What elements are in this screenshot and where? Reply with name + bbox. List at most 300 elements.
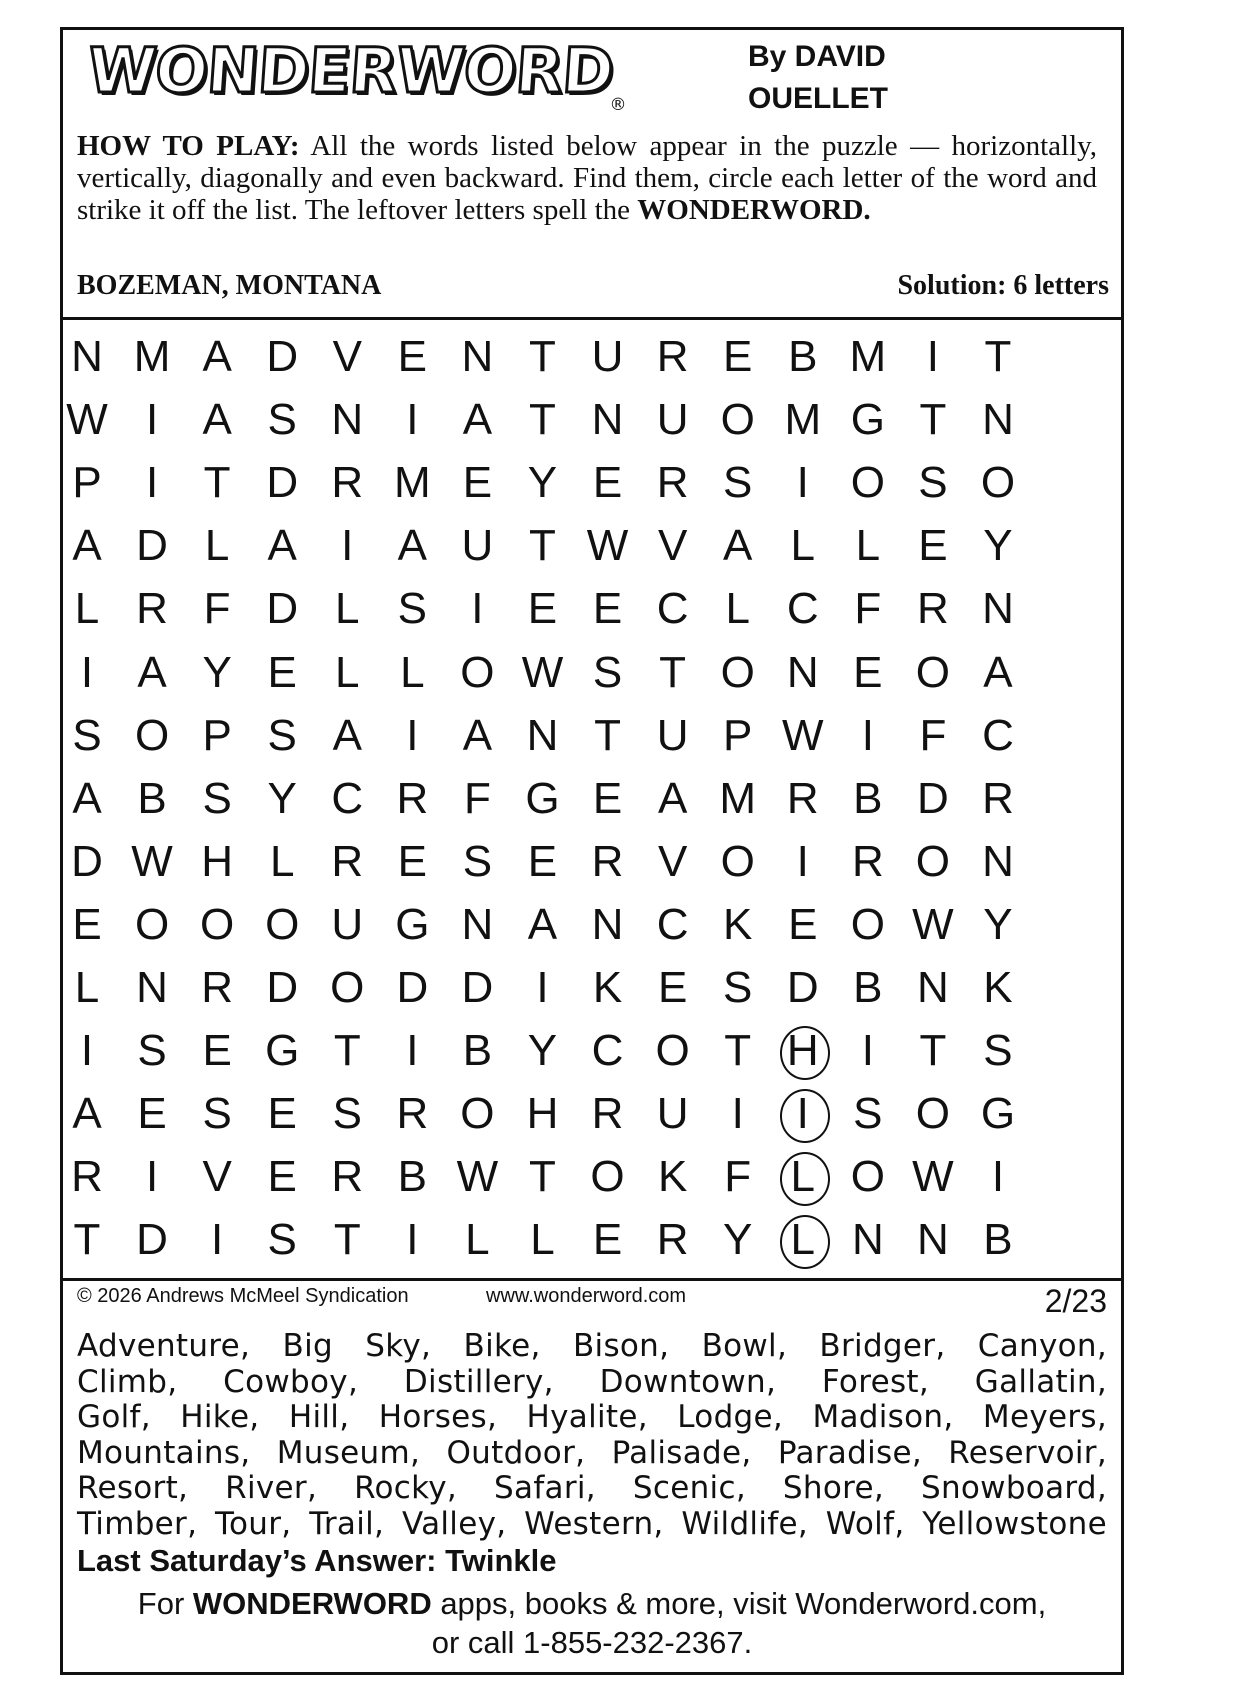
grid-letter[interactable] <box>968 1210 1028 1270</box>
grid-letter[interactable] <box>447 958 507 1018</box>
grid-letter-text: R <box>656 458 689 508</box>
grid-letter[interactable] <box>382 327 442 387</box>
grid-letter[interactable] <box>968 832 1028 892</box>
grid-letter[interactable] <box>643 832 703 892</box>
grid-letter[interactable] <box>382 390 442 450</box>
grid-letter[interactable] <box>968 516 1028 576</box>
grid-letter-text: E <box>137 1089 167 1139</box>
grid-letter[interactable] <box>122 327 182 387</box>
grid-letter[interactable] <box>57 1210 117 1270</box>
grid-letter[interactable] <box>382 895 442 955</box>
grid-letter[interactable] <box>317 769 377 829</box>
grid-letter[interactable] <box>447 1147 507 1207</box>
grid-letter-text: S <box>202 773 232 823</box>
how-to-play-text: All the words listed below appear in the puzzle — horizontally, vertically, diagonally and even backward. Find them, circle each letter of the word and strike it off the list. The leftover letters spell the <box>77 130 1097 226</box>
grid-letter-text: O <box>915 836 951 886</box>
grid-letter[interactable] <box>643 895 703 955</box>
grid-letter[interactable] <box>57 1084 117 1144</box>
grid-letter[interactable] <box>512 643 572 703</box>
grid-letter-text: W <box>521 647 564 697</box>
grid-letter[interactable] <box>57 390 117 450</box>
grid-letter[interactable] <box>382 643 442 703</box>
grid-letter[interactable] <box>773 1084 833 1144</box>
grid-letter-text: O <box>655 1026 690 1076</box>
grid-letter[interactable] <box>187 516 247 576</box>
grid-letter[interactable] <box>578 958 638 1018</box>
grid-letter-text: C <box>591 1026 624 1076</box>
grid-letter[interactable] <box>708 769 768 829</box>
grid-letter-text: S <box>267 710 297 760</box>
promo-prefix: For <box>137 1586 193 1621</box>
grid-letter[interactable] <box>512 1021 572 1081</box>
grid-letter[interactable] <box>838 958 898 1018</box>
grid-letter[interactable] <box>382 516 442 576</box>
grid-letter[interactable] <box>773 643 833 703</box>
grid-letter[interactable] <box>643 390 703 450</box>
grid-letter-text: N <box>917 1215 949 1265</box>
grid-letter-text: O <box>134 710 170 760</box>
grid-letter[interactable] <box>643 958 703 1018</box>
grid-letter[interactable] <box>447 1084 507 1144</box>
grid-letter[interactable] <box>122 1084 182 1144</box>
grid-letter[interactable] <box>512 895 572 955</box>
grid-letter[interactable] <box>252 958 312 1018</box>
grid-letter[interactable] <box>187 579 247 639</box>
grid-letter[interactable] <box>903 579 963 639</box>
grid-letter[interactable] <box>252 832 312 892</box>
grid-letter-text: A <box>267 521 297 571</box>
grid-letter-text: K <box>592 963 623 1012</box>
grid-letter-text: U <box>656 1089 689 1139</box>
grid-letter[interactable] <box>968 958 1028 1018</box>
grid-letter[interactable] <box>773 453 833 513</box>
grid-letter[interactable] <box>838 390 898 450</box>
byline-line-1: By DAVID <box>748 40 886 73</box>
grid-letter[interactable] <box>838 1147 898 1207</box>
grid-letter[interactable] <box>447 453 507 513</box>
grid-letter-text: E <box>462 458 493 508</box>
grid-letter-text: O <box>460 1089 495 1139</box>
grid-letter[interactable] <box>708 516 768 576</box>
grid-letter[interactable] <box>447 1021 507 1081</box>
grid-letter[interactable] <box>578 1147 638 1207</box>
grid-letter[interactable] <box>643 1147 703 1207</box>
grid-letter[interactable] <box>968 390 1028 450</box>
grid-letter[interactable] <box>187 706 247 766</box>
grid-letter[interactable] <box>903 643 963 703</box>
grid-letter-text: T <box>529 395 556 445</box>
grid-letter-text: T <box>529 332 556 381</box>
grid-letter-text: F <box>203 584 231 634</box>
grid-letter[interactable] <box>252 1210 312 1270</box>
grid-letter[interactable] <box>317 579 377 639</box>
grid-letter-text: D <box>266 584 299 634</box>
grid-letter[interactable] <box>447 643 507 703</box>
grid-letter[interactable] <box>317 706 377 766</box>
grid-letter-text: O <box>980 458 1016 508</box>
grid-letter[interactable] <box>252 643 312 703</box>
grid-letter[interactable] <box>57 579 117 639</box>
grid-letter[interactable] <box>643 516 703 576</box>
grid-letter[interactable] <box>512 958 572 1018</box>
grid-letter[interactable] <box>187 1147 247 1207</box>
promo-line-1 <box>60 1586 1124 1622</box>
grid-letter[interactable] <box>773 895 833 955</box>
grid-letter[interactable] <box>317 1210 377 1270</box>
grid-letter[interactable] <box>122 516 182 576</box>
grid-letter[interactable] <box>512 706 572 766</box>
grid-letter[interactable] <box>578 832 638 892</box>
grid-letter[interactable] <box>447 895 507 955</box>
grid-letter[interactable] <box>643 579 703 639</box>
grid-letter[interactable] <box>773 579 833 639</box>
grid-letter[interactable] <box>968 895 1028 955</box>
registered-mark: ® <box>609 95 627 115</box>
grid-letter[interactable] <box>252 516 312 576</box>
grid-letter-text: B <box>462 1026 493 1076</box>
grid-letter[interactable] <box>252 390 312 450</box>
grid-letter[interactable] <box>57 453 117 513</box>
grid-letter[interactable] <box>252 579 312 639</box>
grid-letter[interactable] <box>512 390 572 450</box>
grid-letter[interactable] <box>903 327 963 387</box>
grid-letter[interactable] <box>187 327 247 387</box>
grid-letter-text: R <box>656 332 689 381</box>
grid-letter[interactable] <box>773 327 833 387</box>
grid-letter[interactable] <box>317 390 377 450</box>
grid-letter-text: D <box>461 963 494 1012</box>
grid-letter[interactable] <box>643 643 703 703</box>
grid-letter[interactable] <box>382 1147 442 1207</box>
grid-letter-text: L <box>335 647 360 697</box>
grid-letter[interactable] <box>643 769 703 829</box>
grid-letter[interactable] <box>708 706 768 766</box>
grid-letter[interactable] <box>578 1210 638 1270</box>
grid-letter[interactable] <box>57 1147 117 1207</box>
grid-letter[interactable] <box>968 453 1028 513</box>
grid-letter-text: R <box>201 963 234 1012</box>
grid-letter[interactable] <box>512 579 572 639</box>
wonderword-logo: WONDERWORD <box>85 34 616 107</box>
grid-letter[interactable] <box>122 958 182 1018</box>
grid-letter[interactable] <box>122 1021 182 1081</box>
grid-letter[interactable] <box>122 706 182 766</box>
grid-letter-text: B <box>397 1152 428 1202</box>
word-list-line: Timber, Tour, Trail, Valley, Western, Wildlife, Wolf, Yellowstone <box>77 1505 1107 1542</box>
grid-letter[interactable] <box>578 1084 638 1144</box>
grid-letter[interactable] <box>187 1084 247 1144</box>
grid-letter-text: D <box>136 521 168 571</box>
grid-letter[interactable] <box>187 958 247 1018</box>
grid-letter[interactable] <box>57 327 117 387</box>
grid-letter-text: F <box>463 773 491 823</box>
grid-letter[interactable] <box>838 769 898 829</box>
grid-letter[interactable] <box>57 1021 117 1081</box>
grid-letter-text: O <box>850 458 885 508</box>
grid-letter-text: H <box>526 1089 559 1139</box>
how-to-play <box>77 130 1097 226</box>
grid-letter[interactable] <box>57 895 117 955</box>
grid-letter[interactable] <box>838 1210 898 1270</box>
grid-letter-text: D <box>396 963 429 1012</box>
grid-letter[interactable] <box>968 769 1028 829</box>
grid-letter[interactable] <box>643 706 703 766</box>
grid-letter-text: F <box>919 710 947 760</box>
grid-letter[interactable] <box>512 1147 572 1207</box>
grid-letter[interactable] <box>773 390 833 450</box>
grid-letter-text: T <box>529 1152 556 1202</box>
grid-letter[interactable] <box>838 1021 898 1081</box>
grid-letter[interactable] <box>57 516 117 576</box>
grid-letter[interactable] <box>903 453 963 513</box>
grid-letter-text: L <box>790 521 815 571</box>
grid-letter[interactable] <box>643 1021 703 1081</box>
grid-letter-text: N <box>71 332 103 381</box>
grid-letter-text: S <box>267 1215 297 1265</box>
grid-letter-text: I <box>471 584 484 634</box>
grid-letter[interactable] <box>317 895 377 955</box>
grid-letter[interactable] <box>708 643 768 703</box>
grid-letter[interactable] <box>382 1021 442 1081</box>
grid-letter[interactable] <box>187 895 247 955</box>
grid-letter-text: I <box>145 395 159 445</box>
grid-letter[interactable] <box>447 327 507 387</box>
grid-letter[interactable] <box>578 453 638 513</box>
grid-letter[interactable] <box>317 643 377 703</box>
grid-letter[interactable] <box>447 516 507 576</box>
grid-letter-text: O <box>330 963 365 1012</box>
letter-grid <box>60 322 1124 1276</box>
grid-letter[interactable] <box>903 769 963 829</box>
grid-letter[interactable] <box>708 390 768 450</box>
grid-letter[interactable] <box>903 832 963 892</box>
grid-letter[interactable] <box>903 706 963 766</box>
grid-letter[interactable] <box>187 643 247 703</box>
grid-letter[interactable] <box>512 769 572 829</box>
grid-letter[interactable] <box>512 832 572 892</box>
grid-letter[interactable] <box>643 1084 703 1144</box>
grid-letter[interactable] <box>512 327 572 387</box>
grid-letter[interactable] <box>382 958 442 1018</box>
grid-letter-text: T <box>984 332 1012 381</box>
grid-letter[interactable] <box>903 390 963 450</box>
grid-letter[interactable] <box>187 390 247 450</box>
grid-letter[interactable] <box>708 958 768 1018</box>
grid-letter[interactable] <box>578 516 638 576</box>
grid-letter-text: N <box>786 647 819 697</box>
grid-letter[interactable] <box>773 1210 833 1270</box>
grid-letter[interactable] <box>382 706 442 766</box>
grid-letter[interactable] <box>903 1210 963 1270</box>
grid-letter[interactable] <box>382 1210 442 1270</box>
grid-letter-text: F <box>854 584 882 634</box>
grid-letter[interactable] <box>317 1084 377 1144</box>
grid-letter[interactable] <box>708 1210 768 1270</box>
grid-letter[interactable] <box>187 1021 247 1081</box>
grid-letter[interactable] <box>578 390 638 450</box>
grid-letter[interactable] <box>838 1084 898 1144</box>
grid-letter[interactable] <box>382 1084 442 1144</box>
grid-letter[interactable] <box>57 706 117 766</box>
grid-letter[interactable] <box>773 706 833 766</box>
grid-letter[interactable] <box>578 1021 638 1081</box>
grid-letter[interactable] <box>252 706 312 766</box>
grid-letter[interactable] <box>512 1210 572 1270</box>
grid-letter[interactable] <box>122 643 182 703</box>
grid-letter-text: M <box>849 332 887 381</box>
grid-letter[interactable] <box>122 453 182 513</box>
grid-letter[interactable] <box>903 1147 963 1207</box>
word-list-line: Mountains, Museum, Outdoor, Palisade, Paradise, Reservoir, <box>77 1434 1107 1471</box>
grid-letter[interactable] <box>968 327 1028 387</box>
grid-letter-text: N <box>526 710 559 760</box>
grid-letter-text: S <box>137 1026 167 1076</box>
grid-letter[interactable] <box>773 1147 833 1207</box>
grid-letter[interactable] <box>903 958 963 1018</box>
grid-letter[interactable] <box>708 1021 768 1081</box>
grid-letter[interactable] <box>708 453 768 513</box>
grid-letter[interactable] <box>773 769 833 829</box>
grid-letter[interactable] <box>122 832 182 892</box>
grid-letter[interactable] <box>512 1084 572 1144</box>
grid-letter[interactable] <box>773 1021 833 1081</box>
grid-letter[interactable] <box>252 1084 312 1144</box>
grid-letter[interactable] <box>187 453 247 513</box>
grid-letter[interactable] <box>968 579 1028 639</box>
grid-letter[interactable] <box>578 706 638 766</box>
grid-letter[interactable] <box>512 516 572 576</box>
grid-letter[interactable] <box>187 1210 247 1270</box>
grid-letter-text: I <box>861 710 874 760</box>
how-to-play-end: WONDERWORD. <box>637 194 871 226</box>
grid-letter[interactable] <box>578 643 638 703</box>
grid-letter[interactable] <box>708 1147 768 1207</box>
grid-letter[interactable] <box>252 769 312 829</box>
grid-letter[interactable] <box>708 832 768 892</box>
grid-letter[interactable] <box>968 1147 1028 1207</box>
grid-letter[interactable] <box>447 390 507 450</box>
grid-letter[interactable] <box>382 769 442 829</box>
grid-letter[interactable] <box>968 1084 1028 1144</box>
grid-letter[interactable] <box>57 958 117 1018</box>
grid-letter[interactable] <box>903 1084 963 1144</box>
grid-letter[interactable] <box>578 579 638 639</box>
grid-letter[interactable] <box>838 516 898 576</box>
grid-letter[interactable] <box>968 1021 1028 1081</box>
grid-letter-text: T <box>73 1215 101 1265</box>
grid-letter[interactable] <box>317 1147 377 1207</box>
grid-letter[interactable] <box>643 327 703 387</box>
grid-letter[interactable] <box>773 832 833 892</box>
grid-letter[interactable] <box>317 1021 377 1081</box>
grid-letter-text: E <box>592 773 623 823</box>
grid-letter[interactable] <box>968 643 1028 703</box>
byline <box>748 36 888 120</box>
grid-letter[interactable] <box>317 327 377 387</box>
grid-letter[interactable] <box>643 1210 703 1270</box>
grid-letter-text: I <box>796 458 809 508</box>
grid-letter-text: S <box>592 647 623 697</box>
website: www.wonderword.com <box>486 1285 687 1307</box>
grid-letter[interactable] <box>708 1084 768 1144</box>
grid-letter[interactable] <box>57 832 117 892</box>
grid-letter[interactable] <box>512 453 572 513</box>
grid-letter[interactable] <box>187 769 247 829</box>
grid-letter[interactable] <box>903 895 963 955</box>
grid-letter[interactable] <box>838 327 898 387</box>
grid-letter-text: V <box>657 521 688 571</box>
grid-letter[interactable] <box>578 327 638 387</box>
grid-letter-text: G <box>265 1026 300 1076</box>
grid-letter[interactable] <box>903 1021 963 1081</box>
grid-letter[interactable] <box>252 453 312 513</box>
grid-letter[interactable] <box>382 579 442 639</box>
grid-letter[interactable] <box>317 453 377 513</box>
grid-letter[interactable] <box>57 643 117 703</box>
grid-letter[interactable] <box>578 769 638 829</box>
grid-letter[interactable] <box>578 895 638 955</box>
grid-letter[interactable] <box>122 895 182 955</box>
grid-letter[interactable] <box>773 958 833 1018</box>
grid-letter[interactable] <box>708 895 768 955</box>
grid-letter[interactable] <box>838 643 898 703</box>
grid-letter[interactable] <box>317 516 377 576</box>
grid-letter-text: I <box>145 458 159 508</box>
grid-letter[interactable] <box>252 327 312 387</box>
grid-letter[interactable] <box>122 1210 182 1270</box>
grid-letter[interactable] <box>773 516 833 576</box>
grid-letter[interactable] <box>122 1147 182 1207</box>
word-list-line: Resort, River, Rocky, Safari, Scenic, Shore, Snowboard, <box>77 1470 1107 1506</box>
grid-letter[interactable] <box>838 579 898 639</box>
grid-letter[interactable] <box>708 579 768 639</box>
grid-letter[interactable] <box>903 516 963 576</box>
grid-letter[interactable] <box>447 1210 507 1270</box>
grid-letter[interactable] <box>447 579 507 639</box>
grid-letter[interactable] <box>252 1021 312 1081</box>
grid-letter-text: G <box>980 1089 1016 1139</box>
grid-letter[interactable] <box>122 390 182 450</box>
grid-letter-text: G <box>395 899 430 949</box>
grid-letter-text: W <box>782 710 824 760</box>
grid-letter[interactable] <box>708 327 768 387</box>
grid-letter[interactable] <box>382 832 442 892</box>
grid-letter-text: N <box>982 836 1014 886</box>
grid-letter[interactable] <box>122 579 182 639</box>
grid-letter[interactable] <box>968 706 1028 766</box>
grid-letter[interactable] <box>838 832 898 892</box>
grid-letter[interactable] <box>317 958 377 1018</box>
grid-letter[interactable] <box>643 453 703 513</box>
grid-letter[interactable] <box>447 832 507 892</box>
grid-letter[interactable] <box>317 832 377 892</box>
grid-letter[interactable] <box>447 769 507 829</box>
grid-letter[interactable] <box>122 769 182 829</box>
word-list-line: Adventure, Big Sky, Bike, Bison, Bowl, Bridger, Canyon, <box>77 1328 1107 1364</box>
grid-letter[interactable] <box>382 453 442 513</box>
grid-letter-text: T <box>724 1026 752 1076</box>
grid-letter[interactable] <box>252 1147 312 1207</box>
grid-letter[interactable] <box>187 832 247 892</box>
grid-letter-text: N <box>982 584 1014 634</box>
grid-letter[interactable] <box>57 769 117 829</box>
grid-letter-text: K <box>983 963 1013 1012</box>
grid-letter[interactable] <box>838 453 898 513</box>
grid-letter[interactable] <box>252 895 312 955</box>
grid-letter[interactable] <box>838 706 898 766</box>
grid-letter[interactable] <box>838 895 898 955</box>
grid-letter[interactable] <box>447 706 507 766</box>
